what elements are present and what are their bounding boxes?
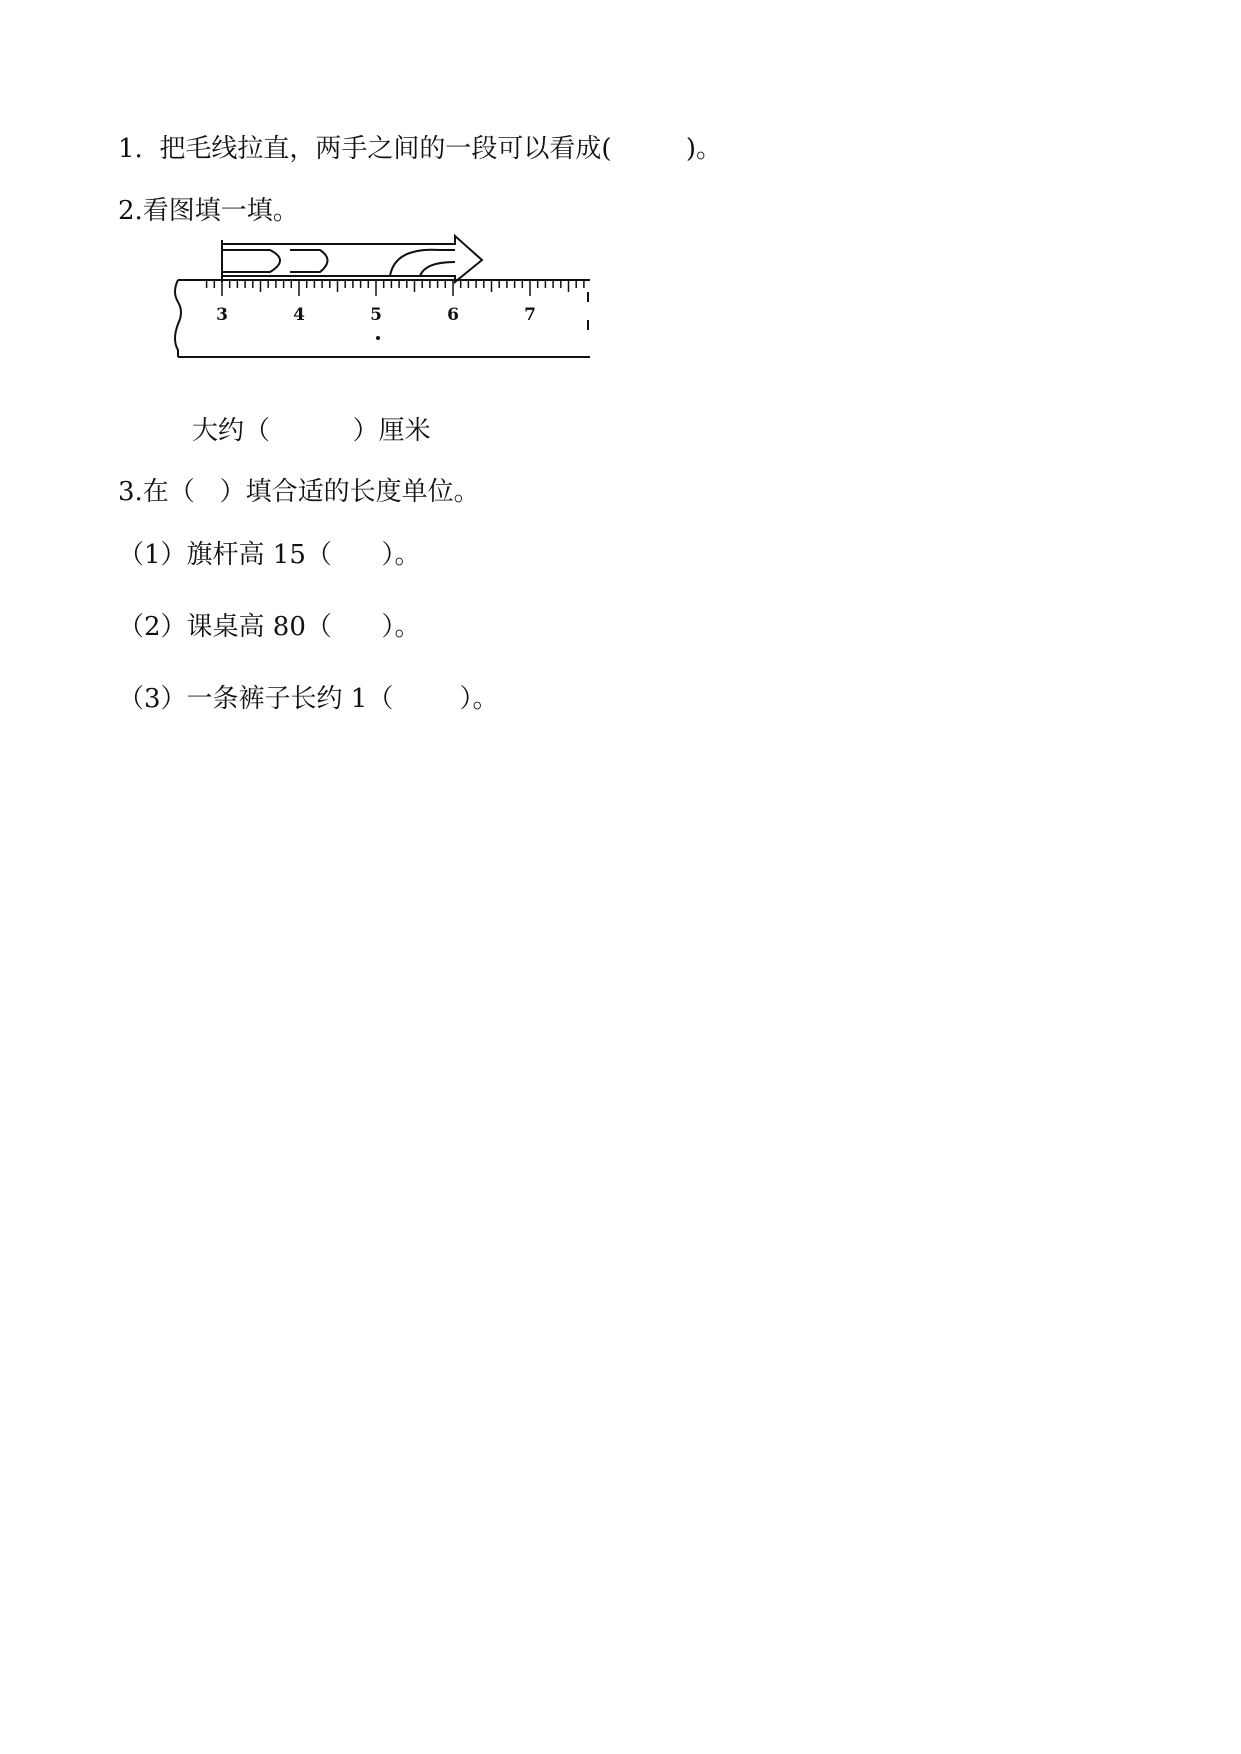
ruler-labels	[216, 305, 536, 325]
dot-mark	[376, 336, 380, 340]
question-2-answer-line: 大约（ ）厘米	[192, 416, 431, 446]
ruler-with-pencil	[170, 232, 610, 372]
question-3-item-2: （2）课桌高 80（ ）。	[118, 612, 421, 642]
ruler-label: 7	[524, 305, 536, 325]
ruler-figure	[170, 232, 610, 372]
question-3: 3.在（ ）填合适的长度单位。	[118, 477, 480, 507]
question-2: 2.看图填一填。	[118, 196, 299, 226]
question-1: 1. 把毛线拉直，两手之间的一段可以看成( )。	[118, 134, 723, 164]
ruler-label: 6	[447, 305, 459, 325]
ruler-ticks	[207, 280, 584, 296]
question-3-item-1: （1）旗杆高 15（ ）。	[118, 540, 421, 570]
question-3-item-3: （3）一条裤子长约 1（ ）。	[118, 684, 499, 714]
ruler-label: 4	[293, 305, 305, 325]
ruler-label: 5	[370, 305, 382, 325]
pencil	[222, 236, 482, 282]
ruler-label: 3	[216, 305, 228, 325]
